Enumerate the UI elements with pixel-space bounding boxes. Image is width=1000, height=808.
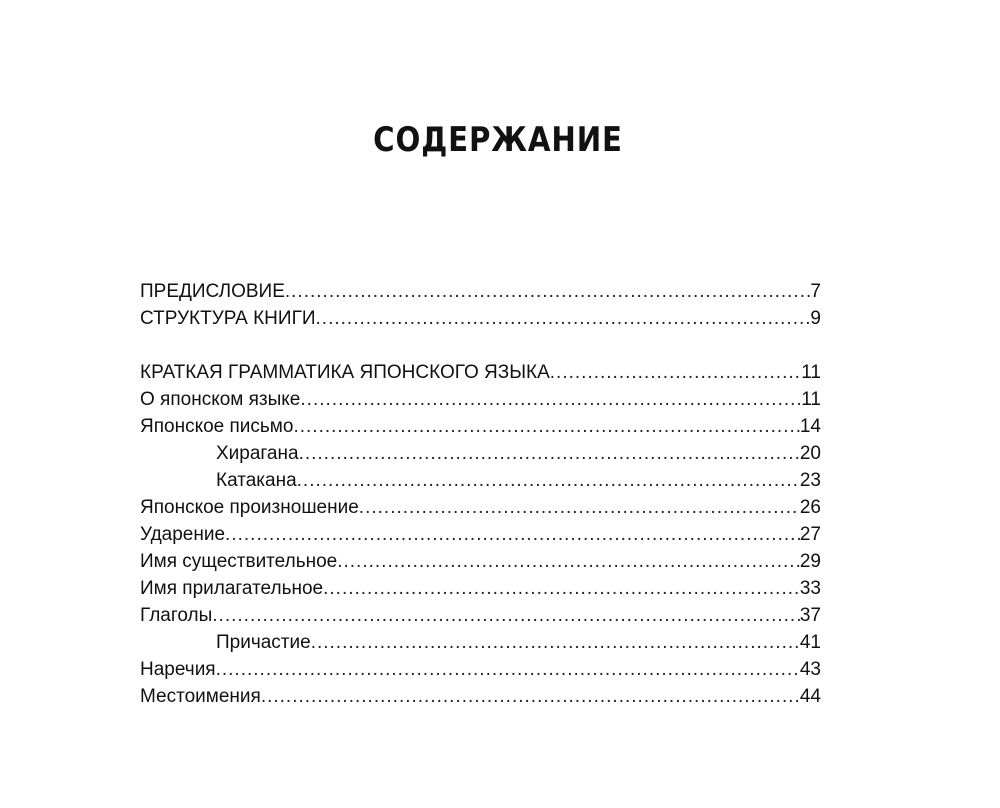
toc-dot-leader [550, 359, 802, 386]
toc-entry-title: Ударение [140, 524, 226, 545]
toc-entry-title: Катакана [216, 470, 297, 491]
toc-entry-page: 7 [810, 281, 821, 302]
toc-dot-leader [216, 656, 800, 683]
toc-entry-adverbs[interactable] [140, 656, 821, 683]
toc-dot-leader [359, 494, 800, 521]
toc-dot-leader [300, 386, 801, 413]
toc-entry-page: 14 [799, 416, 821, 437]
toc-dot-leader [261, 683, 800, 710]
toc-entry-page: 11 [801, 389, 821, 410]
toc-entry-title: Глаголы [140, 605, 213, 626]
toc-entry-participle[interactable] [140, 629, 821, 656]
toc-group-grammar [140, 359, 821, 710]
toc-entry-hiragana[interactable] [140, 440, 821, 467]
toc-entry-title: О японском языке [140, 389, 301, 410]
toc-entry-page: 23 [799, 470, 821, 491]
toc-entry-page: 9 [810, 308, 821, 329]
toc-entry-title: Японское произношение [140, 497, 359, 518]
table-of-contents [140, 278, 821, 710]
page-title: СОДЕРЖАНИЕ [373, 120, 623, 160]
toc-entry-grammar[interactable] [140, 359, 821, 386]
toc-entry-title: Причастие [216, 632, 311, 653]
toc-entry-pronunciation[interactable] [140, 494, 821, 521]
toc-entry-title: КРАТКАЯ ГРАММАТИКА ЯПОНСКОГО ЯЗЫКА [140, 362, 550, 383]
toc-entry-title: ПРЕДИСЛОВИЕ [140, 281, 285, 302]
toc-dot-leader [297, 467, 800, 494]
toc-dot-leader [316, 305, 811, 332]
toc-entry-adjective[interactable] [140, 575, 821, 602]
toc-dot-leader [225, 521, 800, 548]
toc-entry-katakana[interactable] [140, 467, 821, 494]
toc-entry-title: СТРУКТУРА КНИГИ [140, 308, 316, 329]
toc-entry-stress[interactable] [140, 521, 821, 548]
toc-entry-title: Местоимения [140, 686, 261, 707]
toc-entry-title: Имя прилагательное [140, 578, 324, 599]
toc-entry-title: Хирагана [216, 443, 299, 464]
toc-dot-leader [212, 602, 800, 629]
toc-entry-writing[interactable] [140, 413, 821, 440]
toc-entry-page: 37 [799, 605, 821, 626]
toc-entry-page: 27 [799, 524, 821, 545]
toc-dot-leader [285, 278, 811, 305]
toc-entry-about-language[interactable] [140, 386, 821, 413]
toc-entry-page: 29 [799, 551, 821, 572]
toc-entry-page: 41 [799, 632, 821, 653]
toc-entry-pronouns[interactable] [140, 683, 821, 710]
toc-entry-page: 20 [799, 443, 821, 464]
toc-entry-page: 43 [799, 659, 821, 680]
toc-entry-title: Японское письмо [140, 416, 294, 437]
toc-entry-title: Наречия [140, 659, 216, 680]
toc-entry-preface[interactable] [140, 278, 821, 305]
toc-dot-leader [299, 440, 800, 467]
toc-entry-page: 11 [801, 362, 821, 383]
toc-dot-leader [311, 629, 800, 656]
toc-entry-title: Имя существительное [140, 551, 338, 572]
toc-dot-leader [323, 575, 800, 602]
toc-entry-book-structure[interactable] [140, 305, 821, 332]
toc-dot-leader [337, 548, 800, 575]
toc-entry-page: 44 [799, 686, 821, 707]
toc-entry-verbs[interactable] [140, 602, 821, 629]
toc-entry-page: 26 [799, 497, 821, 518]
toc-group-front-matter [140, 278, 821, 332]
toc-entry-page: 33 [799, 578, 821, 599]
toc-dot-leader [293, 413, 799, 440]
toc-entry-noun[interactable] [140, 548, 821, 575]
